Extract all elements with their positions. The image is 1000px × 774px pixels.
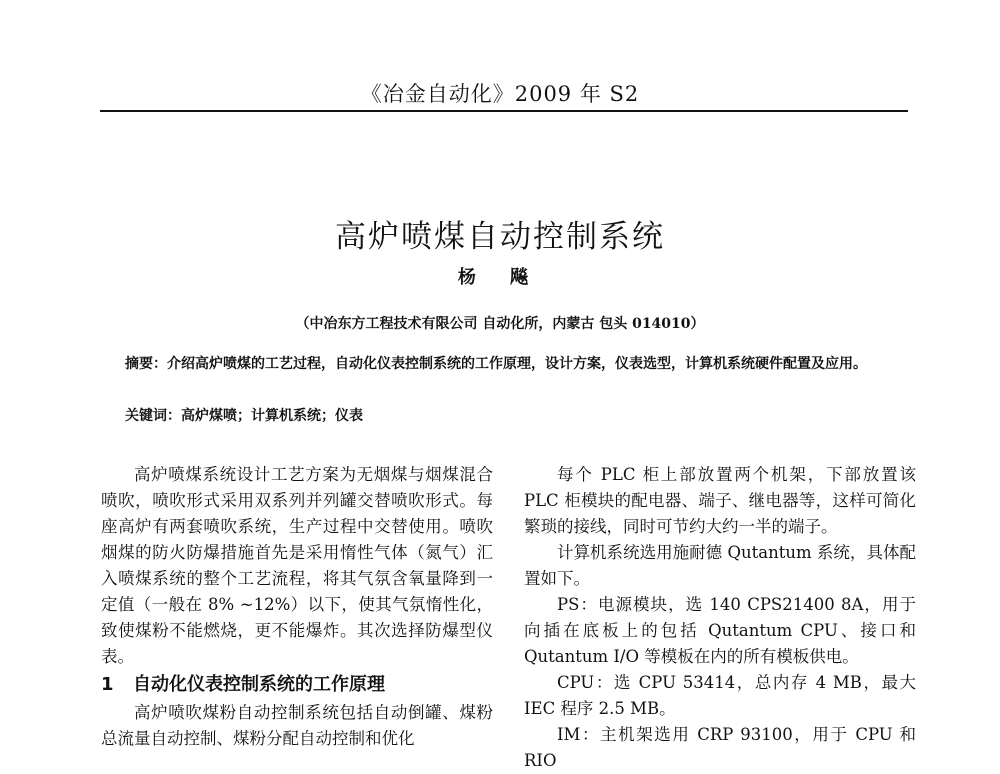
section-title: 自动化仪表控制系统的工作原理 (133, 674, 385, 695)
body-paragraph: IM：主机架选用 CRP 93100，用于 CPU 和 RIO (524, 725, 916, 770)
body-paragraph: PS：电源模块，选 140 CPS21400 8A，用于向插在底板上的包括 Qutantum CPU、接口和 Qutantum I/O 等模板在内的所有模板供电。 (524, 595, 916, 666)
header-rule (100, 110, 908, 112)
keywords: 关键词：高炉煤喷；计算机系统；仪表 (125, 408, 363, 424)
running-head: 《冶金自动化》2009 年 S2 (360, 82, 640, 106)
section-number: 1 (101, 674, 114, 695)
abstract (125, 352, 885, 377)
author-name: 杨 飚 (457, 267, 543, 288)
body-paragraph: 计算机系统选用施耐德 Qutantum 系统，具体配置如下。 (524, 543, 916, 588)
affiliation: （中冶东方工程技术有限公司 自动化所，内蒙古 包头 014010） (295, 316, 705, 332)
body-paragraph: 高炉喷吹煤粉自动控制系统包括自动倒罐、煤粉总流量自动控制、煤粉分配自动控制和优化 (101, 703, 493, 748)
right-column (524, 462, 916, 774)
left-column (101, 462, 493, 752)
abstract-text: 摘要：介绍高炉喷煤的工艺过程，自动化仪表控制系统的工作原理，设计方案，仪表选型，计算机系统硬件配置及应用。 (125, 356, 867, 372)
paper-title: 高炉喷煤自动控制系统 (335, 218, 665, 255)
section-heading (101, 670, 493, 700)
body-paragraph: CPU：选 CPU 53414，总内存 4 MB，最大 IEC 程序 2.5 MB。 (524, 673, 916, 718)
body-paragraph: 每个 PLC 柜上部放置两个机架，下部放置该 PLC 柜模块的配电器、端子、继电器等，这样可简化繁琐的接线，同时可节约大约一半的端子。 (524, 465, 916, 536)
body-paragraph: 高炉喷煤系统设计工艺方案为无烟煤与烟煤混合喷吹，喷吹形式采用双系列并列罐交替喷吹形式。每座高炉有两套喷吹系统，生产过程中交替使用。喷吹烟煤的防火防爆措施首先是采用惰性气体（氮气）汇入喷煤系统的整个工艺流程，将其气氛含氧量降到一定值（一般在 8% ~12%）以下，使其气氛惰性化，致使煤粉不能燃烧，更不能爆炸。其次选择防爆型仪表。 (101, 465, 493, 666)
